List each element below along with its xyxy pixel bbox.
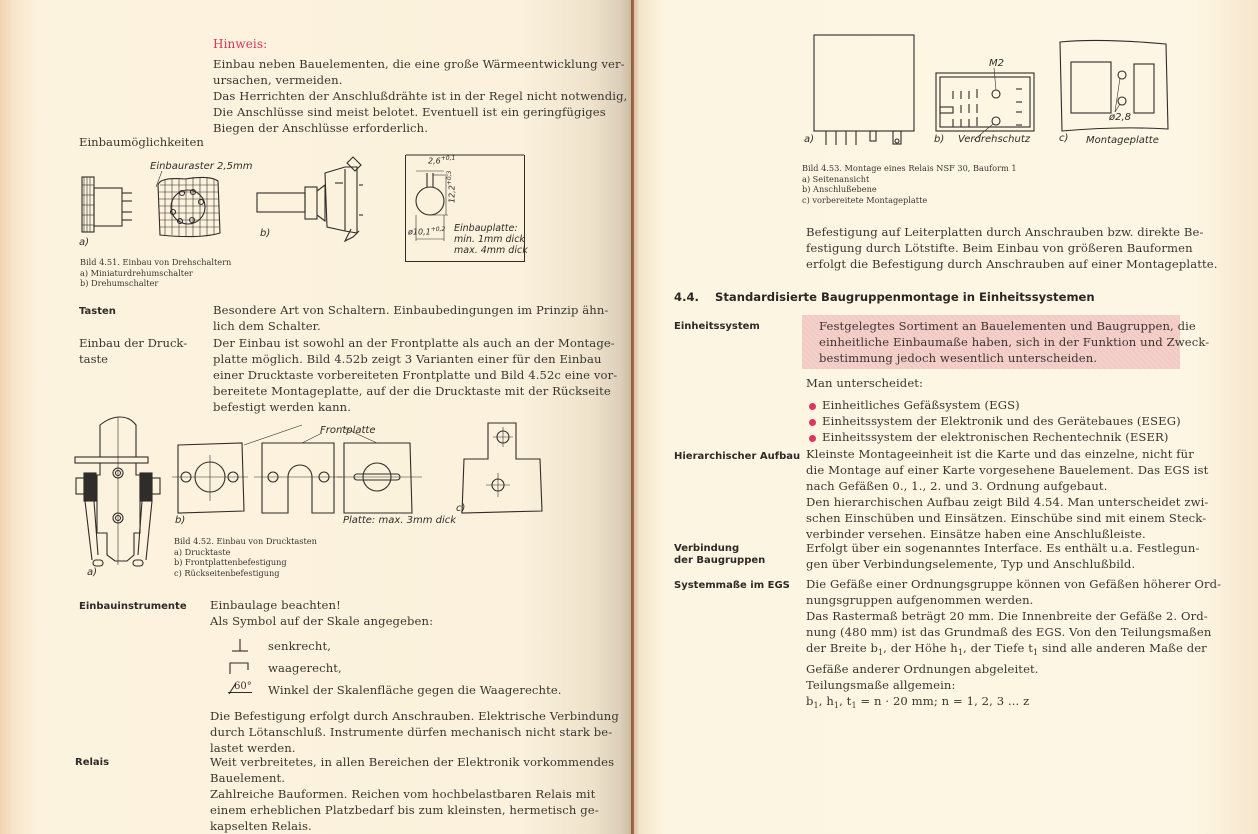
figure-label-b: b)	[260, 228, 271, 239]
angle-value: 60°	[234, 681, 252, 692]
drucktaste-paragraph	[213, 335, 617, 415]
plate-thickness-note	[454, 223, 528, 256]
text-line: befestigt werden kann.	[213, 400, 352, 414]
caption-item: b) Frontplattenbefestigung	[174, 557, 287, 568]
relais-paragraph	[210, 754, 614, 834]
instrumente-intro	[210, 597, 433, 629]
subscript: 1	[957, 648, 964, 657]
frontplate-variants-drawing	[172, 415, 432, 525]
dim-tolerance: +0,1	[440, 155, 456, 162]
verbindung-paragraph	[806, 540, 1199, 572]
margin-label-hierarchischer-aufbau: Hierarchischer Aufbau	[674, 451, 801, 462]
dim-value: 2,6	[428, 156, 441, 166]
label-line: der Baugruppen	[674, 555, 766, 566]
figure-4-51-caption	[80, 257, 231, 289]
text-line: Den hierarchischen Aufbau zeigt Bild 4.54. Man unterscheidet zwi-	[806, 495, 1209, 509]
text-line: Die Anschlüsse sind meist belotet. Eventuell ist ein geringfügiges	[213, 105, 606, 119]
right-page	[634, 0, 1258, 834]
formula-var: t	[846, 694, 852, 708]
text-line: platte möglich. Bild 4.52b zeigt 3 Varianten einer für den Einbau	[213, 352, 602, 366]
frontplatte-label: Frontplatte	[320, 425, 376, 436]
bullet-icon	[809, 419, 816, 426]
bullet-text: Einheitliches Gefäßsystem (EGS)	[822, 398, 1020, 412]
text-line: einem erheblichen Platzbedarf bis zum kleinsten, hermetisch ge-	[210, 803, 599, 817]
note-line: Einbauplatte:	[454, 223, 518, 234]
hint-title: Hinweis:	[213, 37, 268, 51]
formula-line: $b_1$, $h_1$, $t_1 = n \cdot 20$ mm; n = 1, 2, 3 ... z	[806, 694, 1030, 710]
rotary-switch-side-view-drawing	[60, 155, 253, 245]
text-line: bestimmung jedoch wesentlich unterscheiden.	[819, 351, 1098, 365]
caption-item: c) vorbereitete Montageplatte	[802, 194, 928, 205]
text-line: Zahlreiche Bauformen. Reichen vom hochbelastbaren Relais mit	[210, 787, 596, 801]
text-line: Das Rastermaß beträgt 20 mm. Die Innenbreite der Gefäße 2. Ord-	[806, 609, 1208, 623]
label-line: taste	[79, 352, 109, 366]
diameter-dimension	[408, 226, 445, 237]
bullet-text: Einheitssystem der Elektronik und des Gerätebaues (ESEG)	[822, 414, 1181, 428]
text-line: einheitliche Einbaumaße haben, sich in der Funktion und Zweck-	[819, 335, 1210, 349]
angle-stroke	[228, 681, 238, 695]
montageplatte-label: Montageplatte	[1086, 135, 1159, 146]
margin-label-drucktaste	[79, 335, 187, 367]
plate-thickness-note: Platte: max. 3mm dick	[343, 515, 457, 526]
rear-mounting-plate-drawing	[460, 415, 560, 515]
text-line: Die Befestigung erfolgt durch Anschrauben. Elektrische Verbindung	[210, 709, 619, 723]
pushbutton-drawing	[60, 415, 160, 575]
caption-item: b) Drehumschalter	[80, 278, 159, 289]
caption-item: a) Drucktaste	[174, 546, 231, 557]
hint-paragraph	[213, 56, 627, 136]
tasten-paragraph	[213, 302, 608, 334]
text-line: Weit verbreitetes, in allen Bereichen der Elektronik vorkommendes	[210, 755, 615, 769]
angle-symbol-icon	[228, 681, 252, 693]
systemmasse-paragraph	[806, 576, 1221, 714]
section-number: 4.4.	[674, 290, 699, 304]
text-line: die Montage auf einer Karte vorgesehene Bauelement. Das EGS ist	[806, 463, 1209, 477]
figure-label-c: c)	[1059, 133, 1069, 144]
text-line: Befestigung auf Leiterplatten durch Anschrauben bzw. direkte Be-	[806, 225, 1204, 239]
text-line: festigung durch Lötstifte. Beim Einbau von größeren Bauformen	[806, 241, 1193, 255]
text-line: erfolgt die Befestigung durch Anschrauben auf einer Montageplatte.	[806, 257, 1218, 271]
label-line: Einbau der Druck-	[79, 336, 188, 350]
text-line: Als Symbol auf der Skale angegeben:	[210, 614, 434, 628]
text-line: lich dem Schalter.	[213, 319, 321, 333]
text-line: Festgelegtes Sortiment an Bauelementen und Baugruppen, die	[819, 319, 1196, 333]
text-line: Der Einbau ist sowohl an der Frontplatte als auch an der Montage-	[213, 336, 615, 350]
margin-label-einbauinstrumente: Einbauinstrumente	[79, 601, 187, 612]
text-line: nung (480 mm) ist das Grundmaß des EGS. Von den Teilungsmaßen	[806, 625, 1212, 639]
formula-rest: = n · 20 mm; n = 1, 2, 3 ... z	[856, 694, 1030, 708]
bullet-item	[809, 397, 1181, 413]
dim-value: ø10,1	[408, 227, 431, 237]
figure-4-53	[804, 30, 1204, 150]
definition-highlight-box	[802, 315, 1210, 369]
subscript: 1	[833, 701, 840, 710]
figure-label-b: b)	[934, 134, 945, 145]
panel-cutout-drawing	[405, 155, 528, 262]
grid-label: Einbauraster 2,5mm	[150, 161, 253, 172]
text-fragment: der Breite b	[806, 641, 878, 655]
text-line: Einbau neben Bauelementen, die eine große Wärmeentwicklung ver-	[213, 57, 625, 71]
bullet-text: Einheitssystem der elektronischen Rechentechnik (ESER)	[822, 430, 1169, 444]
text-line: verbinder versehen. Einsätze haben eine Anschlußleiste.	[806, 527, 1146, 541]
system-bullet-list	[809, 397, 1181, 445]
height-dimension	[446, 171, 457, 203]
relay-connection-plane-drawing	[934, 40, 1044, 135]
text-line: Das Herrichten der Anschlußdrähte ist in der Regel nicht notwendig,	[213, 89, 628, 103]
margin-label-relais: Relais	[75, 757, 110, 768]
text-line: Biegen der Anschlüsse erforderlich.	[213, 121, 429, 135]
margin-label-verbindung	[674, 543, 765, 567]
subscript: 1	[877, 648, 884, 657]
bullet-item	[809, 413, 1181, 429]
label-line: Verbindung	[674, 543, 740, 554]
text-line: durch Lötanschluß. Instrumente dürfen mechanisch nicht stark be-	[210, 725, 613, 739]
relay-side-view-drawing	[804, 30, 924, 140]
diameter-label: ø2,8	[1109, 112, 1132, 123]
text-line: nach Gefäßen 0., 1., 2. und 3. Ordnung aufgebaut.	[806, 479, 1108, 493]
figure-4-51	[60, 155, 540, 255]
slot-width-dimension	[428, 155, 455, 166]
instrumente-paragraph	[210, 708, 619, 756]
note-line: min. 1mm dick	[454, 234, 525, 245]
perpendicular-symbol-icon	[230, 638, 250, 654]
figure-4-53-caption	[802, 163, 1017, 205]
subscript: 1	[851, 701, 857, 710]
text-line-with-subscripts	[806, 640, 1221, 661]
caption-title: Bild 4.53. Montage eines Relais NSF 30, Bauform 1	[802, 163, 1017, 173]
figure-4-52-caption	[174, 536, 317, 578]
figure-label-a: a)	[79, 237, 90, 248]
text-fragment: sind alle anderen Maße der	[1038, 641, 1207, 655]
text-line: Gefäße anderer Ordnungen abgeleitet.	[806, 662, 1039, 676]
symbol-description: Winkel der Skalenfläche gegen die Waagerechte.	[268, 683, 562, 697]
bullet-icon	[809, 403, 816, 410]
subscript: 1	[813, 701, 819, 710]
margin-label-einheitssystem: Einheitssystem	[674, 321, 760, 332]
text-line: Einbaulage beachten!	[210, 598, 341, 612]
formula-var: b	[806, 694, 814, 708]
margin-label-systemmasse: Systemmaße im EGS	[674, 580, 790, 591]
man-unterscheidet: Man unterscheidet:	[806, 376, 924, 390]
text-line: Die Gefäße einer Ordnungsgruppe können von Gefäßen höherer Ord-	[806, 577, 1222, 591]
text-line: Erfolgt über ein sogenanntes Interface. Es enthält u.a. Festlegun-	[806, 541, 1200, 555]
text-line: gen über Verbindungselemente, Typ und Anschlußbild.	[806, 557, 1136, 571]
bullet-icon	[809, 435, 816, 442]
dim-tolerance: +0,2	[430, 226, 446, 233]
margin-label-einbaumoeglichkeiten: Einbaumöglichkeiten	[79, 135, 204, 149]
section-title: Standardisierte Baugruppenmontage in Einheitssystemen	[715, 290, 1095, 304]
text-fragment: , der Höhe h	[883, 641, 958, 655]
dim-value: 12,2	[447, 185, 457, 203]
text-line: nungsgruppen aufgenommen werden.	[806, 593, 1034, 607]
symbol-description: senkrecht,	[268, 639, 332, 653]
dim-tolerance: +0,3	[446, 170, 453, 186]
rotary-switch-drawing	[255, 155, 395, 255]
margin-label-tasten: Tasten	[79, 306, 116, 317]
caption-title: Bild 4.52. Einbau von Drucktasten	[174, 536, 317, 546]
text-line: bereitete Montageplatte, auf der die Drucktaste mit der Rückseite	[213, 384, 611, 398]
text-line: schen Einschüben und Einsätzen. Einschübe sind mit einem Steck-	[806, 511, 1207, 525]
m2-label: M2	[989, 58, 1004, 69]
text-line: Bauelement.	[210, 771, 286, 785]
caption-item: a) Miniaturdrehumschalter	[80, 267, 193, 278]
horizontal-symbol-icon	[228, 660, 250, 676]
caption-item: b) Anschlußebene	[802, 184, 877, 195]
symbol-description: waagerecht,	[268, 661, 342, 675]
figure-label-c: c)	[456, 503, 466, 514]
formula-var: h	[826, 694, 834, 708]
text-line: Kleinste Montageeinheit ist die Karte und das einzelne, nicht für	[806, 447, 1194, 461]
figure-label-a: a)	[804, 134, 815, 145]
befestigung-paragraph	[806, 224, 1217, 272]
verdrehschutz-label: Verdrehschutz	[958, 134, 1031, 145]
subscript: 1	[1033, 648, 1039, 657]
figure-label-b: b)	[175, 515, 186, 526]
caption-item: a) Seitenansicht	[802, 173, 870, 184]
text-line: kapselten Relais.	[210, 819, 312, 833]
text-line: lastet werden.	[210, 741, 296, 755]
text-line: Teilungsmaße allgemein:	[806, 678, 956, 692]
text-line: ursachen, vermeiden.	[213, 73, 343, 87]
hierarchisch-paragraph	[806, 446, 1208, 542]
figure-label-a: a)	[87, 567, 98, 578]
note-line: max. 4mm dick	[454, 245, 528, 256]
caption-title: Bild 4.51. Einbau von Drehschaltern	[80, 257, 232, 267]
caption-item: c) Rückseitenbefestigung	[174, 567, 280, 578]
text-line: Besondere Art von Schaltern. Einbaubedingungen im Prinzip ähn-	[213, 303, 609, 317]
text-fragment: , der Tiefe t	[963, 641, 1034, 655]
text-line: einer Drucktaste vorbereiteten Frontplatte und Bild 4.52c eine vor-	[213, 368, 618, 382]
bullet-item	[809, 429, 1181, 445]
